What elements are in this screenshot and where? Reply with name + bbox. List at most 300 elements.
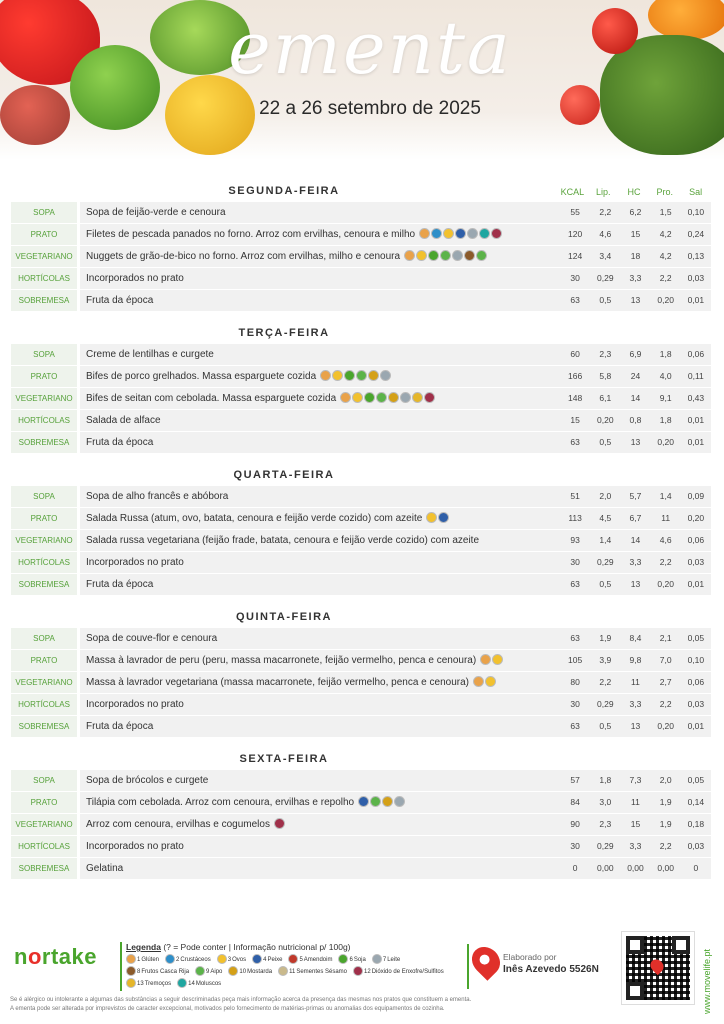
nutrition-values [560,366,711,387]
eggs-icon [217,954,227,964]
nutrition-pro: 1,9 [651,792,681,813]
nutrition-values [560,694,711,715]
nutrition-kcal: 63 [560,290,590,311]
sulphites-icon [491,228,502,239]
day-name: SEXTA-FEIRA [239,753,329,765]
nutrition-sal: 0,05 [681,770,711,791]
molluscs-icon [177,978,187,988]
footer [0,930,724,1024]
nutrition-lip: 2,2 [590,202,620,223]
course-category: PRATO [11,366,77,387]
course-category: HORTÍCOLAS [11,410,77,431]
nutrition-hc: 3,3 [620,694,650,715]
course-category: SOBREMESA [11,716,77,737]
nutrition-hc: 13 [620,432,650,453]
dish-cell [80,410,560,431]
dish-cell [80,432,560,453]
nutrition-values [560,410,711,431]
menu-row [11,508,711,529]
nutrition-sal: 0,03 [681,694,711,715]
nutrition-hc: 11 [620,792,650,813]
nutrition-lip: 1,4 [590,530,620,551]
nutrition-values [560,508,711,529]
course-category: PRATO [11,508,77,529]
legend-number: 10 [239,969,247,975]
nutrition-values [560,530,711,551]
dish-name: Massa à lavrador vegetariana (massa macarronete, feijão vermelho, penca e cenoura) [86,677,469,689]
dish-cell [80,836,560,857]
column-header: KCAL [560,187,585,197]
nutrition-kcal: 57 [560,770,590,791]
nutrition-lip: 3,9 [590,650,620,671]
dish-name: Incorporados no prato [86,557,184,568]
dish-cell [80,858,560,879]
dish-name: Incorporados no prato [86,273,184,284]
dish-cell [80,814,560,835]
nutrition-pro: 0,20 [651,432,681,453]
nutrition-hc: 14 [620,530,650,551]
nutrition-pro: 7,0 [651,650,681,671]
red-vegetable-image [0,85,70,145]
disclaimer-line: A ementa pode ser alterada por imprevistos de caracter excepcional, motivados pelo fornecimento de matérias-primas ou anomalias dos equipamentos de cozinha. [10,1006,445,1012]
dish-name: Bifes de seitan com cebolada. Massa esparguete cozida [86,393,337,405]
nutrition-hc: 13 [620,716,650,737]
menu-row [11,716,711,737]
menu-row [11,814,711,835]
nutrition-kcal: 63 [560,574,590,595]
legend-item [252,955,282,965]
legend-number: 1 [137,957,141,963]
nutrition-pro: 4,6 [651,530,681,551]
dish-name: Incorporados no prato [86,841,184,852]
qr-finder-icon [672,936,690,954]
cherry-tomato-image [560,85,600,125]
nutrition-hc: 11 [620,672,650,693]
nutrition-pro: 0,00 [651,858,681,879]
dish-name: Creme de lentilhas e curgete [86,349,214,360]
soy-icon [364,392,375,403]
legend-label: Amendoim [303,957,333,963]
nutrition-columns-header [557,187,711,197]
nutrition-lip: 6,1 [590,388,620,409]
nutrition-lip: 3,0 [590,792,620,813]
legend-number: 14 [188,981,195,987]
crustaceans-icon [431,228,442,239]
nutrition-sal: 0,05 [681,628,711,649]
day-name: TERÇA-FEIRA [238,327,330,339]
legend-item [217,955,246,965]
menu-row [11,432,711,453]
allergen-icons [473,672,497,693]
nutrition-pro: 2,2 [651,552,681,573]
dish-name: Filetes de pescada panados no forno. Arroz com ervilhas, cenoura e milho [86,229,416,241]
menu-row [11,792,711,813]
allergen-icons [340,388,436,409]
nutrition-kcal: 51 [560,486,590,507]
nutrition-values [560,836,711,857]
nutrition-lip: 0,5 [590,432,620,453]
day-header [11,182,711,202]
nutrition-sal: 0,06 [681,672,711,693]
cherry-tomato-image [592,8,638,54]
nutrition-hc: 5,7 [620,486,650,507]
eggs-icon [416,250,427,261]
legend-number: 7 [382,957,387,963]
nutrition-hc: 18 [620,246,650,267]
course-category: SOBREMESA [11,432,77,453]
gluten-icon [126,954,136,964]
menu-row [11,672,711,693]
eggs-icon [352,392,363,403]
day-header [11,466,711,486]
menu-row [11,530,711,551]
nutrition-hc: 14 [620,388,650,409]
nutrition-sal: 0,01 [681,290,711,311]
menu-row [11,388,711,409]
eggs-icon [492,654,503,665]
nutrition-pro: 1,5 [651,202,681,223]
qr-finder-icon [626,982,644,1000]
legend-label: Crustáceos [180,957,211,963]
nutrition-values [560,246,711,267]
allergen-legend [120,942,465,991]
legend-item [278,967,347,977]
nutrition-lip: 0,29 [590,694,620,715]
legend-number: 3 [227,957,232,963]
nutrition-sal: 0,03 [681,552,711,573]
nutrition-pro: 2,1 [651,628,681,649]
legend-item [177,979,221,989]
dish-name: Arroz com cenoura, ervilhas e cogumelos [86,819,270,831]
menu-row [11,410,711,431]
dish-name: Fruta da época [86,721,154,732]
nutrition-hc: 8,4 [620,628,650,649]
crustaceans-icon [165,954,175,964]
green-apple-image [70,45,160,130]
legend-item [126,967,189,977]
nutrition-hc: 13 [620,574,650,595]
nutrition-kcal: 30 [560,552,590,573]
nutrition-sal: 0,13 [681,246,711,267]
column-header: Pro. [656,187,674,197]
legend-label: Leite [387,957,401,963]
column-header: Lip. [595,187,611,197]
milk-icon [394,796,405,807]
nutrition-kcal: 93 [560,530,590,551]
milk-icon [380,370,391,381]
celery-icon [376,392,387,403]
nutrition-kcal: 166 [560,366,590,387]
celery-icon [440,250,451,261]
header-banner [0,0,724,160]
nutrition-pro: 0,20 [651,290,681,311]
course-category: SOPA [11,344,77,365]
nutrition-lip: 0,5 [590,290,620,311]
nutrition-sal: 0,43 [681,388,711,409]
nutrition-lip: 2,2 [590,672,620,693]
menu-row [11,344,711,365]
day-spacer [11,454,711,466]
menu-row [11,246,711,267]
dish-cell [80,388,560,409]
course-category: PRATO [11,792,77,813]
nutrition-kcal: 90 [560,814,590,835]
nutrition-pro: 9,1 [651,388,681,409]
page-title: ementa [228,6,512,90]
day-name: QUINTA-FEIRA [235,611,332,623]
gluten-icon [320,370,331,381]
nutrition-sal: 0,20 [681,508,711,529]
legend-label: Dióxido de Enxofre/Sulfitos [371,969,444,975]
nutrition-sal: 0,24 [681,224,711,245]
nutrition-pro: 2,7 [651,672,681,693]
nutrition-kcal: 63 [560,716,590,737]
legend-item [165,955,211,965]
legend-number: 11 [289,969,296,975]
nutrition-sal: 0,10 [681,650,711,671]
legend-number: 6 [349,957,353,963]
column-header: Sal [689,187,703,197]
celery-icon [195,966,205,976]
nutrition-lip: 0,29 [590,268,620,289]
legend-number: 2 [176,957,180,963]
nutrition-kcal: 63 [560,432,590,453]
nutrition-pro: 1,8 [651,410,681,431]
nutrition-lip: 0,20 [590,410,620,431]
nutrition-kcal: 15 [560,410,590,431]
celery-icon [370,796,381,807]
nutrition-kcal: 80 [560,672,590,693]
day-spacer [11,738,711,750]
menu-row [11,290,711,311]
nutrition-sal: 0 [681,858,711,879]
course-category: HORTÍCOLAS [11,552,77,573]
menu-row [11,202,711,223]
nutrition-sal: 0,01 [681,410,711,431]
nutrition-lip: 1,8 [590,770,620,791]
nutrition-sal: 0,06 [681,344,711,365]
dish-cell [80,530,560,551]
molluscs-icon [479,228,490,239]
dish-name: Incorporados no prato [86,699,184,710]
lupin-icon [126,978,136,988]
nutrition-pro: 1,8 [651,344,681,365]
fish-icon [438,512,449,523]
dish-cell [80,628,560,649]
dish-cell [80,792,560,813]
sulphites-icon [424,392,435,403]
nutrition-lip: 4,6 [590,224,620,245]
nutrition-sal: 0,10 [681,202,711,223]
course-category: SOPA [11,628,77,649]
nutrition-hc: 3,3 [620,836,650,857]
legend-label: Sementes Sésamo [296,969,348,975]
peanuts-icon [288,954,298,964]
course-category: SOBREMESA [11,858,77,879]
day-header [11,608,711,628]
nutrition-lip: 2,3 [590,814,620,835]
nutrition-pro: 2,2 [651,268,681,289]
nutrition-kcal: 30 [560,836,590,857]
dish-cell [80,268,560,289]
dish-name: Gelatina [86,863,124,874]
menu-row [11,694,711,715]
celery-icon [476,250,487,261]
dish-cell [80,574,560,595]
nutrition-values [560,792,711,813]
nutrition-values [560,202,711,223]
dish-name: Massa à lavrador de peru (peru, massa macarronete, feijão vermelho, penca e cenoura) [86,655,477,667]
day-spacer [11,312,711,324]
nutrition-sal: 0,18 [681,814,711,835]
nutrition-values [560,716,711,737]
course-category: HORTÍCOLAS [11,836,77,857]
course-category: VEGETARIANO [11,530,77,551]
legend-item [228,967,272,977]
nutrition-values [560,268,711,289]
day-name: SEGUNDA-FEIRA [228,185,340,197]
mustard-icon [368,370,379,381]
nutrition-kcal: 0 [560,858,590,879]
nutrition-hc: 6,2 [620,202,650,223]
nutrition-pro: 1,9 [651,814,681,835]
nutrition-lip: 4,5 [590,508,620,529]
nutrition-values [560,650,711,671]
legend-label: Frutos Casca Rija [141,969,190,975]
nutrition-hc: 7,3 [620,770,650,791]
dish-cell [80,486,560,507]
dish-cell [80,202,560,223]
legend-number: 9 [206,969,210,975]
menu-row [11,268,711,289]
nuts-icon [464,250,475,261]
dish-name: Sopa de alho francês e abóbora [86,491,229,502]
milk-icon [452,250,463,261]
mustard-icon [382,796,393,807]
legend-label: Moluscos [195,981,222,987]
nutrition-sal: 0,01 [681,432,711,453]
nutrition-hc: 9,8 [620,650,650,671]
dish-name: Sopa de couve-flor e cenoura [86,633,218,644]
course-category: VEGETARIANO [11,672,77,693]
menu-row [11,770,711,791]
location-pin-icon [466,941,506,981]
day-header [11,324,711,344]
menu-row [11,486,711,507]
legend-number: 12 [364,969,371,975]
column-header: HC [627,187,641,197]
soy-icon [344,370,355,381]
legend-title: Legenda (? = Pode conter | Informação nutricional p/ 100g) [126,942,351,952]
dish-name: Sopa de brócolos e curgete [86,775,209,786]
dish-cell [80,716,560,737]
eggs-icon [426,512,437,523]
nutrition-values [560,770,711,791]
gluten-icon [404,250,415,261]
legend-label: Tremoços [144,981,172,987]
course-category: SOPA [11,486,77,507]
nuts-icon [126,966,136,976]
course-category: SOPA [11,770,77,791]
nutrition-values [560,814,711,835]
nutrition-values [560,388,711,409]
nutrition-hc: 24 [620,366,650,387]
nutrition-values [560,344,711,365]
menu-row [11,628,711,649]
fish-icon [455,228,466,239]
nutrition-hc: 15 [620,224,650,245]
day-name: QUARTA-FEIRA [233,469,335,481]
legend-label: Aipo [210,969,223,975]
legend-item [288,955,332,965]
nutrition-lip: 0,29 [590,836,620,857]
legend-grid [126,955,466,991]
gluten-icon [473,676,484,687]
nutrition-sal: 0,01 [681,716,711,737]
nutrition-kcal: 63 [560,628,590,649]
nutrition-hc: 6,9 [620,344,650,365]
lupin-icon [412,392,423,403]
disclaimer [10,996,610,1014]
website-link[interactable]: www.movelife.pt [702,948,712,1014]
menu-row [11,858,711,879]
nutrition-kcal: 120 [560,224,590,245]
qr-finder-icon [626,936,644,954]
dish-name: Salada de alface [86,415,161,426]
dish-cell [80,224,560,245]
nutrition-sal: 0,06 [681,530,711,551]
nutrition-sal: 0,03 [681,836,711,857]
menu-row [11,224,711,245]
allergen-icons [480,650,504,671]
nutrition-hc: 3,3 [620,552,650,573]
nutrition-values [560,858,711,879]
dish-cell [80,366,560,387]
nutrition-lip: 0,5 [590,574,620,595]
nortake-logo: nortake [14,944,97,969]
elaborated-by-label: Elaborado por [503,952,557,962]
nutrition-values [560,224,711,245]
course-category: SOBREMESA [11,290,77,311]
day-header [11,750,711,770]
allergen-icons [426,508,450,529]
nutrition-kcal: 55 [560,202,590,223]
dish-name: Tilápia com cebolada. Arroz com cenoura, ervilhas e repolho [86,797,355,809]
course-category: SOPA [11,202,77,223]
course-category: VEGETARIANO [11,246,77,267]
nutrition-kcal: 60 [560,344,590,365]
footer-divider [467,944,469,989]
nutrition-kcal: 113 [560,508,590,529]
sulphites-icon [274,818,285,829]
dish-cell [80,552,560,573]
menu-row [11,552,711,573]
legend-label: Mostarda [247,969,273,975]
nutrition-pro: 2,2 [651,694,681,715]
nutrition-kcal: 30 [560,694,590,715]
legend-label: Ovos [232,957,247,963]
orange-image [648,0,724,40]
course-category: PRATO [11,650,77,671]
legend-item [126,955,159,965]
fish-icon [252,954,262,964]
nutrition-pro: 1,4 [651,486,681,507]
nutrition-pro: 0,20 [651,574,681,595]
nutrition-kcal: 124 [560,246,590,267]
mustard-icon [228,966,238,976]
dish-cell [80,290,560,311]
dish-cell [80,508,560,529]
